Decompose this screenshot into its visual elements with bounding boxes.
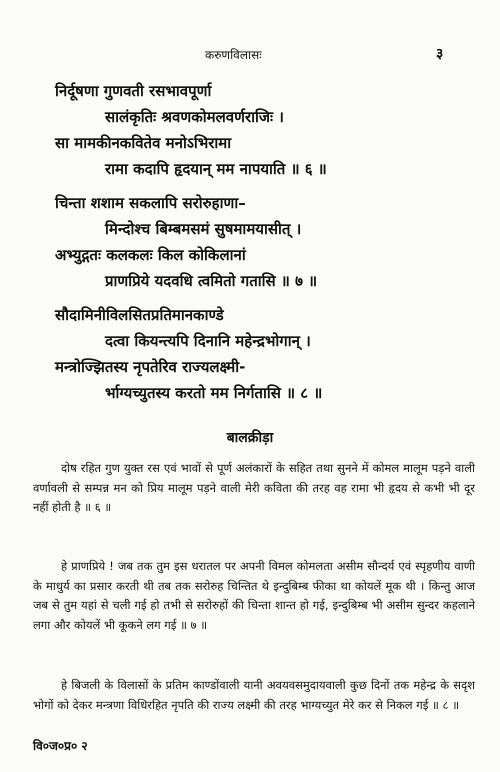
paragraph-text: हे प्राणप्रिये ! जब तक तुम इस धरातल पर अपनी विमल कोमलता असीम सौन्दर्य एवं स्पृहणीय वाणी के माधुर्य का प्रसार करती थी तब तक सरोरुह चिन्तित थे इन्दुबिम्ब फीका था कोयलें मूक थी । किन्तु आज जब से तुम यहां से चली गई हो तभी से सरोरुहों की चिन्ता शान्त हो गई, इन्दुबिम्ब भी असीम सुन्दर कहलाने लगा और कोयलें भी कूकने लग गई ॥ ७ ॥ — [33, 559, 475, 632]
verse-line: सालंकृतिः श्रवणकोमलवर्णराजिः । — [105, 108, 284, 126]
verse-line: सा मामकीनकवितेव मनोऽभिरामा — [55, 134, 232, 152]
verse-line: प्राणप्रिये यदवधि त्वमितो गतासि ॥ ७ ॥ — [105, 272, 318, 290]
section-title: बालक्रीड़ा — [226, 430, 274, 446]
verse-block — [55, 78, 475, 406]
prose-paragraph-3 — [33, 676, 475, 715]
header-title: करुणविलासः — [205, 48, 262, 62]
verse-line: रामा कदापि हृदयान्‌ मम नापयाति ॥ ६ ॥ — [105, 160, 327, 178]
prose-paragraph-1 — [33, 459, 475, 518]
verse-line: अभ्युद्गतः कलकलः किल कोकिलानां — [55, 246, 246, 264]
verse-line: सौदामिनीविलसितप्रतिमानकाण्डे — [55, 306, 224, 324]
paragraph-text: हे बिजली के विलासों के प्रतिम काण्डोंवाली यानी अवयवसमुदायवाली कुछ दिनों तक महेन्द्र के सदृश भोगों को देकर मन्त्रणा विधिरहित नृपति की राज्य लक्ष्मी की तरह भाग्यच्युत मेरे कर से निकल गई ॥ ८ ॥ — [33, 678, 475, 712]
paragraph-text: दोष रहित गुण युक्त रस एवं भावों से पूर्ण अलंकारों के सहित तथा सुनने में कोमल मालूम पड़ने वाली वर्णावली से सम्पन्न मन को प्रिय मालूम पड़ने वाली मेरी कविता की तरह वह रामा भी हृदय से कभी भी दूर नहीं होती है ॥ ६ ॥ — [33, 461, 475, 514]
prose-paragraph-2 — [33, 557, 475, 635]
signature-mark: वि०ज०प्र० २ — [33, 739, 88, 753]
running-header — [0, 46, 500, 66]
verse-line: मन्त्रोज्झितस्य नृपतेरिव राज्यलक्ष्मी- — [55, 358, 246, 376]
verse-line: मिन्दोश्च बिम्बमसमं सुषमामयासीत्‌ । — [105, 220, 302, 238]
verse-line: दत्वा कियन्त्यपि दिनानि महेन्द्रभोगान्‌ । — [105, 332, 311, 350]
verse-line: चिन्ता शशाम सकलापि सरोरुहाणा– — [55, 194, 246, 212]
page-number: ३ — [436, 46, 444, 62]
verse-line: निर्दूषणा गुणवती रसभावपूर्णा — [55, 82, 212, 100]
verse-line: र्भाग्यच्युतस्य करतो मम निर्गतासि ॥ ८ ॥ — [105, 384, 323, 402]
